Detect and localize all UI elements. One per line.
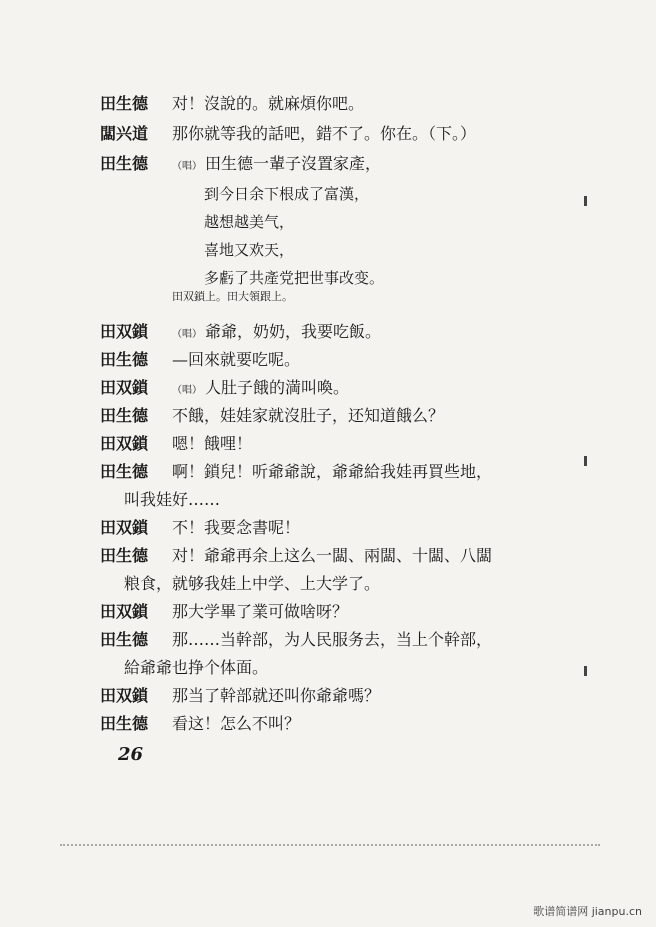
stage-direction: 田双鎖上。田大領跟上。 [172, 290, 293, 303]
speaker-name: 田生德 [100, 714, 149, 733]
dialogue-line [100, 94, 364, 114]
sing-marker: （唱） [172, 385, 202, 396]
dialogue-text: 那……当幹部，为人民服务去，当上个幹部， [172, 630, 493, 649]
site-watermark: 歌谱简谱网 jianpu.cn [533, 905, 642, 918]
speaker-name: 田生德 [100, 406, 149, 425]
speaker-name: 田双鎖 [100, 602, 149, 621]
dialogue-text: 人肚子餓的満叫喚。 [205, 378, 350, 397]
speaker-name: 田双鎖 [100, 434, 149, 453]
dialogue-text: 嗯！餓哩！ [172, 434, 253, 453]
speaker-name: 田生德 [100, 154, 149, 173]
speaker-name: 田双鎖 [100, 322, 149, 341]
dialogue-text: 爺爺，奶奶，我要吃飯。 [205, 322, 382, 341]
scan-edge-dots [60, 844, 600, 850]
speaker-name: 田生德 [100, 350, 149, 369]
dialogue-line [100, 154, 381, 177]
dialogue-line [100, 462, 492, 482]
dialogue-text: 那大学畢了業可做啥呀？ [172, 602, 349, 621]
speaker-name: 田生德 [100, 630, 149, 649]
dialogue-continuation: 叫我娃好…… [124, 490, 221, 509]
song-line: 到今日余下根成了富漢， [204, 185, 370, 203]
dialogue-text: 那当了幹部就还叫你爺爺嗎？ [172, 686, 381, 705]
speaker-name: 田双鎖 [100, 518, 149, 537]
dialogue-line [100, 378, 349, 401]
speaker-name: 田生德 [100, 94, 149, 113]
speaker-name: 闆兴道 [100, 124, 149, 143]
dialogue-text: 看这！怎么不叫？ [172, 714, 301, 733]
dialogue-line [100, 630, 492, 650]
dialogue-text: 啊！鎖兒！听爺爺說，爺爺給我娃再買些地， [172, 462, 493, 481]
scan-mark [584, 666, 587, 676]
dialogue-line [100, 406, 444, 426]
dialogue-line [100, 714, 300, 734]
dialogue-line [100, 686, 380, 706]
dialogue-line [100, 124, 476, 144]
dialogue-text: —回來就要吃呢。 [172, 350, 301, 369]
dialogue-text: 那你就等我的話吧，錯不了。你在。（下。） [172, 124, 477, 143]
dialogue-text: 田生德一輩子沒置家產， [205, 154, 382, 173]
speaker-name: 田双鎖 [100, 378, 149, 397]
sing-marker: （唱） [172, 161, 202, 172]
dialogue-line [100, 322, 381, 345]
speaker-name: 田生德 [100, 546, 149, 565]
page-number: 26 [118, 744, 144, 765]
dialogue-text: 不餓，娃娃家就沒肚子，还知道餓么？ [172, 406, 445, 425]
dialogue-text: 对！沒說的。就麻煩你吧。 [172, 94, 365, 113]
speaker-name: 田双鎖 [100, 686, 149, 705]
sing-marker: （唱） [172, 329, 202, 340]
dialogue-line [100, 434, 252, 454]
scan-mark [584, 456, 587, 466]
dialogue-line [100, 350, 300, 370]
song-line: 多虧了共產党把世事改变。 [204, 269, 385, 287]
speaker-name: 田生德 [100, 462, 149, 481]
song-line: 喜地又欢天， [204, 241, 295, 259]
dialogue-continuation: 粮食，就够我娃上中学、上大学了。 [124, 574, 381, 593]
dialogue-text: 不！我要念書呢！ [172, 518, 301, 537]
scan-mark [584, 196, 587, 206]
dialogue-text: 对！爺爺再余上这么一闆、兩闆、十闆、八闆 [172, 546, 493, 565]
dialogue-line [100, 546, 492, 566]
dialogue-line [100, 518, 300, 538]
song-line: 越想越美气， [204, 213, 295, 231]
dialogue-line [100, 602, 348, 622]
dialogue-continuation: 給爺爺也挣个体面。 [124, 658, 269, 677]
